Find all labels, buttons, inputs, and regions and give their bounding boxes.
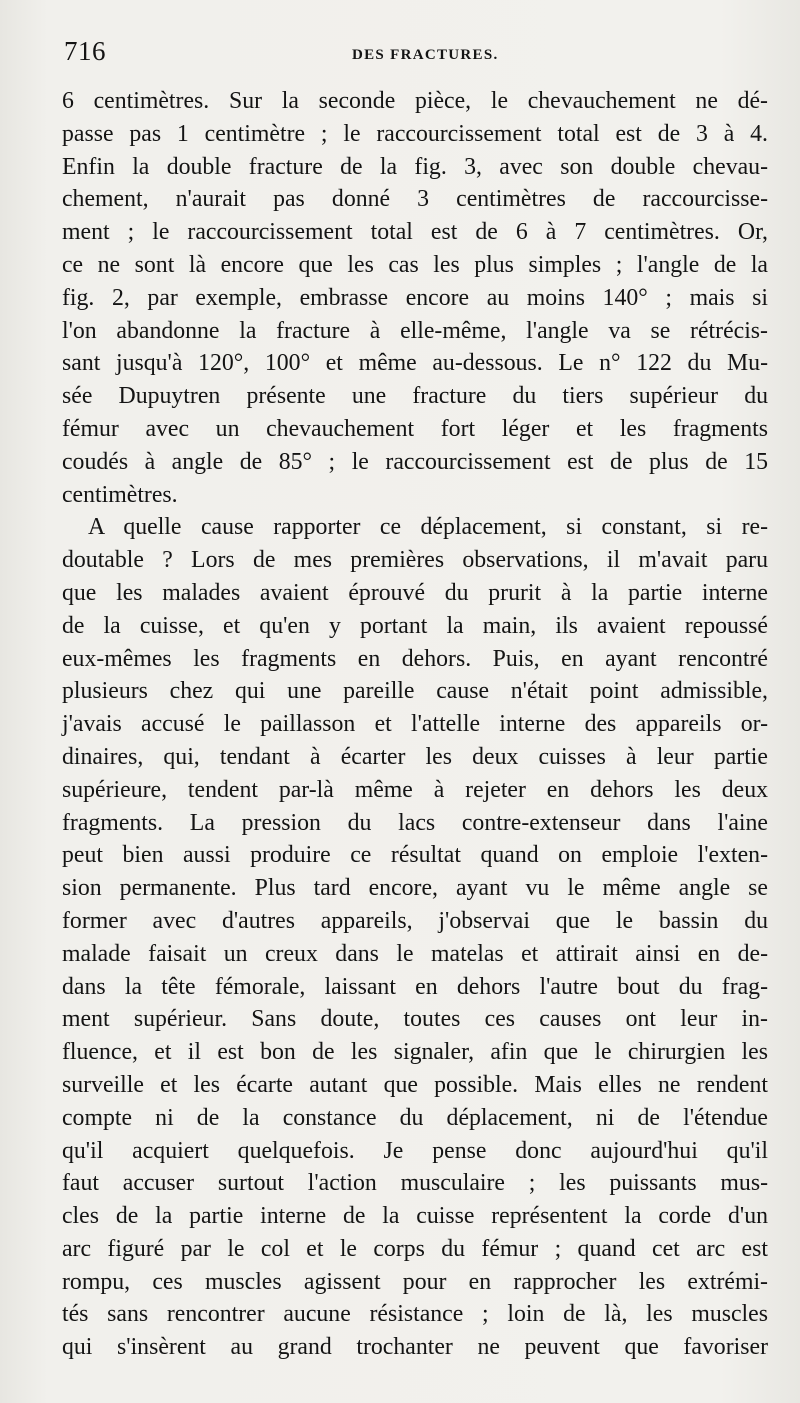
text-line: sion permanente. Plus tard encore, ayant vu le même angle se bbox=[62, 875, 768, 902]
text-line: j'avais accusé le paillasson et l'attelle interne des appareils or- bbox=[62, 711, 768, 738]
text-line: de la cuisse, et qu'en y portant la main, ils avaient repoussé bbox=[62, 612, 768, 639]
text-line: faut accuser surtout l'action musculaire ; les puissants mus- bbox=[62, 1170, 768, 1197]
text-line: former avec d'autres appareils, j'observai que le bassin du bbox=[62, 907, 768, 934]
text-line: malade faisait un creux dans le matelas et attirait ainsi en de- bbox=[62, 940, 768, 967]
text-line: doutable ? Lors de mes premières observations, il m'avait paru bbox=[62, 547, 768, 574]
text-line: compte ni de la constance du déplacement, ni de l'étendue bbox=[62, 1104, 768, 1131]
paragraph-end-line: centimètres. bbox=[62, 481, 178, 508]
page-header bbox=[64, 36, 760, 72]
text-line: l'on abandonne la fracture à elle-même, l'angle va se rétrécis- bbox=[62, 317, 768, 344]
text-line: 6 centimètres. Sur la seconde pièce, le chevauchement ne dé- bbox=[62, 88, 768, 114]
paragraph-start-line: A quelle cause rapporter ce déplacement, si constant, si re- bbox=[88, 514, 768, 541]
text-line: surveille et les écarte autant que possible. Mais elles ne rendent bbox=[62, 1071, 768, 1098]
text-line: dans la tête fémorale, laissant en dehors l'autre bout du frag- bbox=[62, 973, 768, 1000]
body-text bbox=[62, 85, 768, 1364]
text-line: passe pas 1 centimètre ; le raccourcissement total est de 3 à 4. bbox=[62, 120, 768, 147]
text-line: Enfin la double fracture de la fig. 3, avec son double chevau- bbox=[62, 153, 768, 180]
text-line: fig. 2, par exemple, embrasse encore au moins 140° ; mais si bbox=[62, 284, 768, 311]
text-line: fluence, et il est bon de les signaler, afin que le chirurgien les bbox=[62, 1039, 768, 1066]
text-line: coudés à angle de 85° ; le raccourcissement est de plus de 15 bbox=[62, 448, 768, 475]
text-line: fémur avec un chevauchement fort léger et les fragments bbox=[62, 415, 768, 442]
page-number: 716 bbox=[64, 36, 106, 66]
text-line: eux-mêmes les fragments en dehors. Puis, en ayant rencontré bbox=[62, 645, 768, 672]
text-line: plusieurs chez qui une pareille cause n'était point admissible, bbox=[62, 678, 768, 705]
text-line: qu'il acquiert quelquefois. Je pense donc aujourd'hui qu'il bbox=[62, 1137, 768, 1164]
text-line: fragments. La pression du lacs contre-extenseur dans l'aine bbox=[62, 809, 768, 836]
text-line: peut bien aussi produire ce résultat quand on emploie l'exten- bbox=[62, 842, 768, 869]
text-line: rompu, ces muscles agissent pour en rapprocher les extrémi- bbox=[62, 1268, 768, 1295]
text-line: ment supérieur. Sans doute, toutes ces causes ont leur in- bbox=[62, 1006, 768, 1033]
text-line: chement, n'aurait pas donné 3 centimètres de raccourcisse- bbox=[62, 186, 768, 213]
running-title: DES FRACTURES. bbox=[352, 47, 499, 63]
text-line: arc figuré par le col et le corps du fémur ; quand cet arc est bbox=[62, 1235, 768, 1262]
text-line: cles de la partie interne de la cuisse représentent la corde d'un bbox=[62, 1203, 768, 1230]
text-line: sant jusqu'à 120°, 100° et même au-dessous. Le n° 122 du Mu- bbox=[62, 350, 768, 377]
text-line: ce ne sont là encore que les cas les plus simples ; l'angle de la bbox=[62, 251, 768, 278]
text-line: dinaires, qui, tendant à écarter les deux cuisses à leur partie bbox=[62, 743, 768, 770]
text-line: qui s'insèrent au grand trochanter ne peuvent que favoriser bbox=[62, 1334, 768, 1361]
text-line: sée Dupuytren présente une fracture du tiers supérieur du bbox=[62, 383, 768, 410]
text-line: que les malades avaient éprouvé du prurit à la partie interne bbox=[62, 579, 768, 606]
text-line: supérieure, tendent par-là même à rejeter en dehors les deux bbox=[62, 776, 768, 803]
text-line: tés sans rencontrer aucune résistance ; loin de là, les muscles bbox=[62, 1301, 768, 1328]
text-line: ment ; le raccourcissement total est de 6 à 7 centimètres. Or, bbox=[62, 219, 768, 246]
